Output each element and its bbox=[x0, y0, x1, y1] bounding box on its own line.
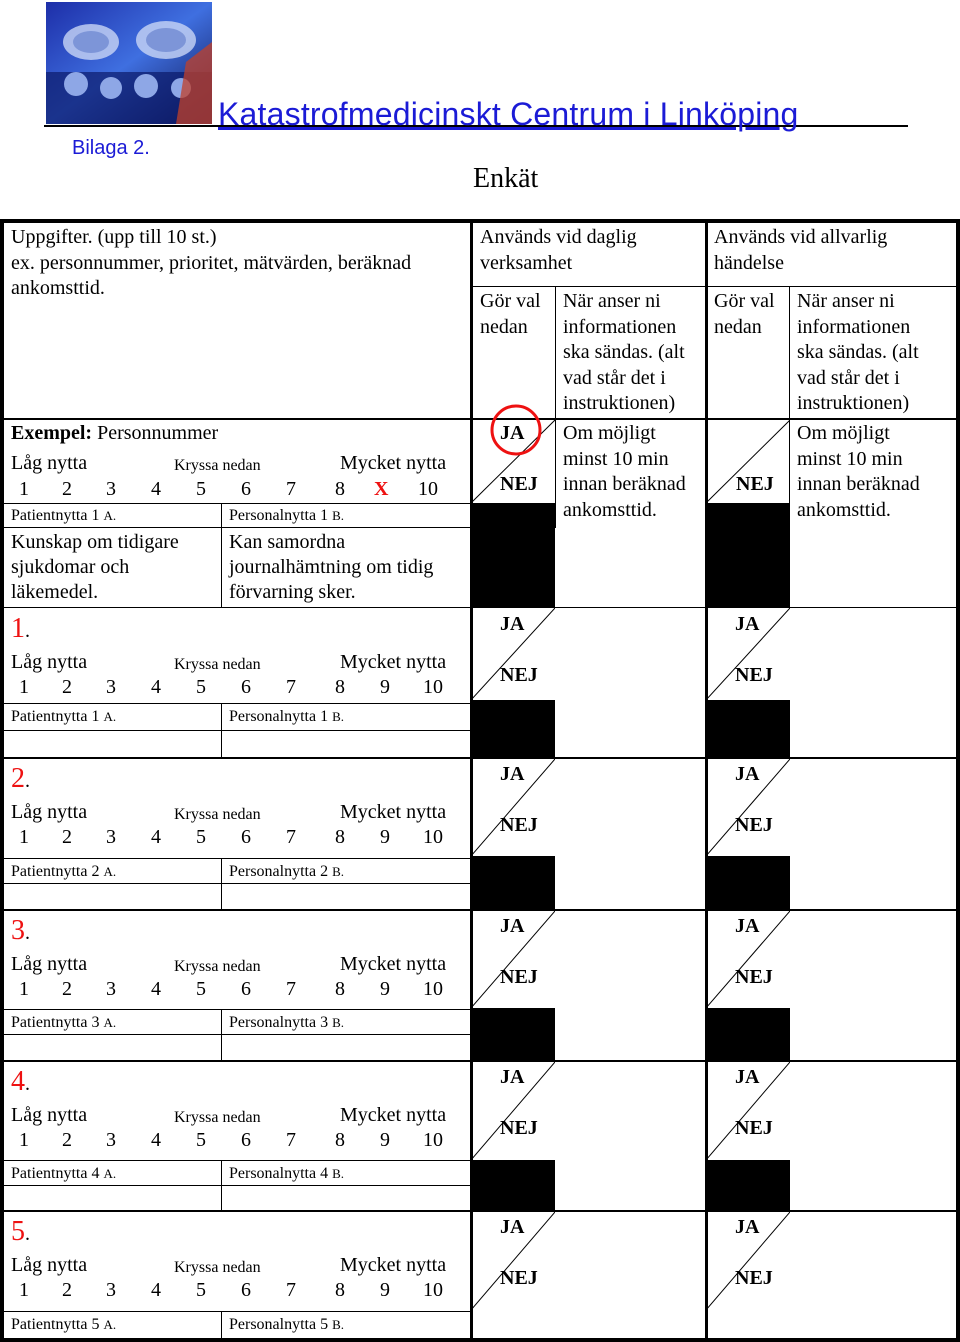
knowledge-line3: läkemedel. bbox=[11, 581, 99, 603]
scale-mark-label: Kryssa nedan bbox=[174, 806, 261, 823]
org-title: Katastrofmedicinskt Centrum i Linköping bbox=[218, 96, 799, 132]
scale-number[interactable]: 4 bbox=[151, 978, 161, 1000]
choose-header-line2: nedan bbox=[714, 316, 762, 338]
when-header-line4: vad står det i bbox=[797, 367, 900, 389]
example-when-line2: minst 10 min bbox=[797, 448, 903, 470]
scale-number[interactable]: 8 bbox=[335, 676, 345, 698]
form-title: Enkät bbox=[473, 163, 539, 194]
scale-number[interactable]: 7 bbox=[286, 676, 296, 698]
patient-benefit-label: Patientnytta 1 A. bbox=[11, 507, 117, 524]
daily-header-line1: Används vid daglig bbox=[480, 226, 637, 248]
scale-number[interactable]: 9 bbox=[380, 1129, 390, 1151]
scale-number[interactable]: 3 bbox=[106, 1129, 116, 1151]
scale-number[interactable]: 10 bbox=[423, 1129, 443, 1151]
when-header-line5: instruktionen) bbox=[563, 392, 676, 414]
scale-number[interactable]: 1 bbox=[19, 1279, 29, 1301]
scale-number[interactable]: 6 bbox=[241, 1129, 251, 1151]
when-header-line2: informationen bbox=[563, 316, 677, 338]
scale-low-label: Låg nytta bbox=[11, 1104, 88, 1126]
scale-number[interactable]: 9 bbox=[380, 826, 390, 848]
attachment-label: Bilaga 2. bbox=[72, 137, 150, 159]
scale-number[interactable]: 3 bbox=[106, 826, 116, 848]
patient-benefit-label: Patientnytta 5 A. bbox=[11, 1316, 117, 1333]
scale-number[interactable]: 3 bbox=[106, 1279, 116, 1301]
patient-benefit-label: Patientnytta 1 A. bbox=[11, 708, 117, 725]
scale-number[interactable]: 6 bbox=[241, 826, 251, 848]
task-number: 5. bbox=[11, 1216, 30, 1247]
example-nej-serious[interactable]: NEJ bbox=[736, 473, 774, 495]
example-when-line1: Om möjligt bbox=[563, 422, 656, 444]
staff-benefit-label: Personalnytta 1 B. bbox=[229, 708, 345, 725]
scale-number[interactable]: 3 bbox=[106, 978, 116, 1000]
when-header-line1: När anser ni bbox=[797, 290, 895, 312]
black-fill bbox=[706, 1008, 790, 1061]
coord-line1: Kan samordna bbox=[229, 531, 346, 553]
scale-number[interactable]: 8 bbox=[335, 978, 345, 1000]
scale-number[interactable]: 7 bbox=[286, 1279, 296, 1301]
scale-number[interactable]: 7 bbox=[286, 826, 296, 848]
scale-number[interactable]: 2 bbox=[62, 1279, 72, 1301]
tasks-header-line3: ankomsttid. bbox=[11, 277, 105, 299]
task-number: 3. bbox=[11, 915, 30, 946]
scale-number[interactable]: 8 bbox=[335, 1129, 345, 1151]
scale-number[interactable]: 7 bbox=[286, 978, 296, 1000]
scale-number[interactable]: 5 bbox=[196, 978, 206, 1000]
scale-mark-label: Kryssa nedan bbox=[174, 1259, 261, 1276]
scale-number[interactable]: 4 bbox=[151, 1129, 161, 1151]
scale-number: 1 bbox=[19, 478, 29, 500]
ja-serious-option[interactable]: JA bbox=[735, 763, 760, 785]
kmc-logo bbox=[46, 2, 212, 124]
example-label: Exempel: Personnummer bbox=[11, 422, 219, 444]
scale-mark-label: Kryssa nedan bbox=[174, 656, 261, 673]
scale-number[interactable]: 5 bbox=[196, 1279, 206, 1301]
nej-serious-option[interactable]: NEJ bbox=[735, 966, 773, 988]
scale-mark-label: Kryssa nedan bbox=[174, 1109, 261, 1126]
staff-benefit-label: Personalnytta 2 B. bbox=[229, 863, 345, 880]
scale-low-label: Låg nytta bbox=[11, 801, 88, 823]
choose-header-line1: Gör val bbox=[714, 290, 775, 312]
staff-benefit-label: Personalnytta 5 B. bbox=[229, 1316, 345, 1333]
scale-number: 2 bbox=[62, 478, 72, 500]
ja-daily-option[interactable]: JA bbox=[500, 1216, 525, 1238]
example-when-line3: innan beräknad bbox=[797, 473, 920, 495]
serious-header-line2: händelse bbox=[714, 252, 784, 274]
scale-high-label: Mycket nytta bbox=[340, 953, 447, 975]
task-number: 1. bbox=[11, 613, 30, 644]
ja-daily-option[interactable]: JA bbox=[500, 763, 525, 785]
coord-line3: förvarning sker. bbox=[229, 581, 356, 603]
knowledge-line2: sjukdomar och bbox=[11, 556, 130, 578]
example-when-line4: ankomsttid. bbox=[563, 499, 657, 521]
ja-serious-option[interactable]: JA bbox=[735, 915, 760, 937]
staff-benefit-label: Personalnytta 1 B. bbox=[229, 507, 345, 524]
when-header-line1: När anser ni bbox=[563, 290, 661, 312]
scale-number[interactable]: 4 bbox=[151, 826, 161, 848]
scale-number[interactable]: 2 bbox=[62, 1129, 72, 1151]
scale-number[interactable]: 5 bbox=[196, 676, 206, 698]
nej-serious-option[interactable]: NEJ bbox=[735, 1267, 773, 1289]
scale-number: 4 bbox=[151, 478, 161, 500]
patient-benefit-label: Patientnytta 3 A. bbox=[11, 1014, 117, 1031]
scale-high-label: Mycket nytta bbox=[340, 452, 447, 474]
ja-daily-option[interactable]: JA bbox=[500, 915, 525, 937]
when-header-line3: ska sändas. (alt bbox=[563, 341, 685, 363]
patient-benefit-label: Patientnytta 2 A. bbox=[11, 863, 117, 880]
ja-serious-option[interactable]: JA bbox=[735, 1066, 760, 1088]
when-header-line5: instruktionen) bbox=[797, 392, 910, 414]
scale-number[interactable]: 1 bbox=[19, 1129, 29, 1151]
scale-number[interactable]: 9 bbox=[380, 1279, 390, 1301]
scale-number[interactable]: 6 bbox=[241, 676, 251, 698]
scale-number[interactable]: 7 bbox=[286, 1129, 296, 1151]
scale-number[interactable]: 9 bbox=[380, 676, 390, 698]
nej-daily-option[interactable]: NEJ bbox=[500, 1267, 538, 1289]
scale-number[interactable]: 5 bbox=[196, 826, 206, 848]
scale-number: 7 bbox=[286, 478, 296, 500]
staff-benefit-label: Personalnytta 3 B. bbox=[229, 1014, 345, 1031]
scale-number[interactable]: 4 bbox=[151, 1279, 161, 1301]
scale-number[interactable]: 2 bbox=[62, 676, 72, 698]
tasks-header-line2: ex. personnummer, prioritet, mätvärden, beräknad bbox=[11, 252, 412, 274]
scale-number[interactable]: 1 bbox=[19, 978, 29, 1000]
patient-benefit-label: Patientnytta 4 A. bbox=[11, 1165, 117, 1182]
scale-number[interactable]: 1 bbox=[19, 826, 29, 848]
task-number: 4. bbox=[11, 1066, 30, 1097]
ja-daily-option[interactable]: JA bbox=[500, 1066, 525, 1088]
scale-number[interactable]: 8 bbox=[335, 826, 345, 848]
example-when-line2: minst 10 min bbox=[563, 448, 669, 470]
ja-serious-option[interactable]: JA bbox=[735, 1216, 760, 1238]
scale-number[interactable]: 9 bbox=[380, 978, 390, 1000]
coord-line2: journalhämtning om tidig bbox=[229, 556, 434, 578]
black-fill bbox=[471, 856, 555, 910]
black-fill bbox=[706, 856, 790, 910]
example-when-line4: ankomsttid. bbox=[797, 499, 891, 521]
choose-header-line1: Gör val bbox=[480, 290, 541, 312]
when-header-line4: vad står det i bbox=[563, 367, 666, 389]
black-fill bbox=[471, 1160, 555, 1211]
scale-number[interactable]: 10 bbox=[423, 676, 443, 698]
scale-mark-label: Kryssa nedan bbox=[174, 958, 261, 975]
example-nej-daily[interactable]: NEJ bbox=[500, 473, 538, 495]
scale-number[interactable]: 3 bbox=[106, 676, 116, 698]
knowledge-line1: Kunskap om tidigare bbox=[11, 531, 179, 553]
scale-low-label: Låg nytta bbox=[11, 1254, 88, 1276]
when-header-line3: ska sändas. (alt bbox=[797, 341, 919, 363]
scale-number[interactable]: 5 bbox=[196, 1129, 206, 1151]
scale-number[interactable]: 6 bbox=[241, 978, 251, 1000]
scale-number[interactable]: 10 bbox=[423, 978, 443, 1000]
tasks-header-line1: Uppgifter. (upp till 10 st.) bbox=[11, 226, 217, 248]
choose-header-line2: nedan bbox=[480, 316, 528, 338]
nej-serious-option[interactable]: NEJ bbox=[735, 814, 773, 836]
nej-daily-option[interactable]: NEJ bbox=[500, 664, 538, 686]
example-when-line1: Om möjligt bbox=[797, 422, 890, 444]
staff-benefit-label: Personalnytta 4 B. bbox=[229, 1165, 345, 1182]
nej-daily-option[interactable]: NEJ bbox=[500, 1117, 538, 1139]
black-fill bbox=[471, 503, 555, 607]
scale-number[interactable]: 8 bbox=[335, 1279, 345, 1301]
scale-low-label: Låg nytta bbox=[11, 651, 88, 673]
nej-daily-option[interactable]: NEJ bbox=[500, 966, 538, 988]
serious-header-line1: Används vid allvarlig bbox=[714, 226, 888, 248]
scale-number[interactable]: 2 bbox=[62, 826, 72, 848]
black-fill bbox=[706, 1160, 790, 1211]
scale-low-label: Låg nytta bbox=[11, 452, 88, 474]
when-header-line2: informationen bbox=[797, 316, 911, 338]
scale-high-label: Mycket nytta bbox=[340, 801, 447, 823]
scale-number[interactable]: 4 bbox=[151, 676, 161, 698]
scale-high-label: Mycket nytta bbox=[340, 1254, 447, 1276]
scale-number: 8 bbox=[335, 478, 345, 500]
black-fill bbox=[706, 503, 790, 607]
ja-serious-option[interactable]: JA bbox=[735, 613, 760, 635]
scale-number[interactable]: 1 bbox=[19, 676, 29, 698]
scale-low-label: Låg nytta bbox=[11, 953, 88, 975]
daily-header-line2: verksamhet bbox=[480, 252, 573, 274]
ja-daily-option[interactable]: JA bbox=[500, 613, 525, 635]
scale-number[interactable]: 2 bbox=[62, 978, 72, 1000]
scale-high-label: Mycket nytta bbox=[340, 651, 447, 673]
task-number: 2. bbox=[11, 763, 30, 794]
scale-number: 3 bbox=[106, 478, 116, 500]
nej-daily-option[interactable]: NEJ bbox=[500, 814, 538, 836]
scale-number: 6 bbox=[241, 478, 251, 500]
scale-number[interactable]: 6 bbox=[241, 1279, 251, 1301]
example-ja-daily[interactable]: JA bbox=[500, 422, 525, 444]
black-fill bbox=[471, 700, 555, 758]
scale-high-label: Mycket nytta bbox=[340, 1104, 447, 1126]
black-fill bbox=[471, 1008, 555, 1061]
nej-serious-option[interactable]: NEJ bbox=[735, 664, 773, 686]
black-fill bbox=[706, 700, 790, 758]
scale-number[interactable]: 10 bbox=[423, 826, 443, 848]
example-when-line3: innan beräknad bbox=[563, 473, 686, 495]
scale-number: 5 bbox=[196, 478, 206, 500]
selected-x-mark: X bbox=[374, 478, 389, 500]
scale-number[interactable]: 10 bbox=[423, 1279, 443, 1301]
nej-serious-option[interactable]: NEJ bbox=[735, 1117, 773, 1139]
scale-mark-label: Kryssa nedan bbox=[174, 457, 261, 474]
scale-number: 10 bbox=[418, 478, 438, 500]
